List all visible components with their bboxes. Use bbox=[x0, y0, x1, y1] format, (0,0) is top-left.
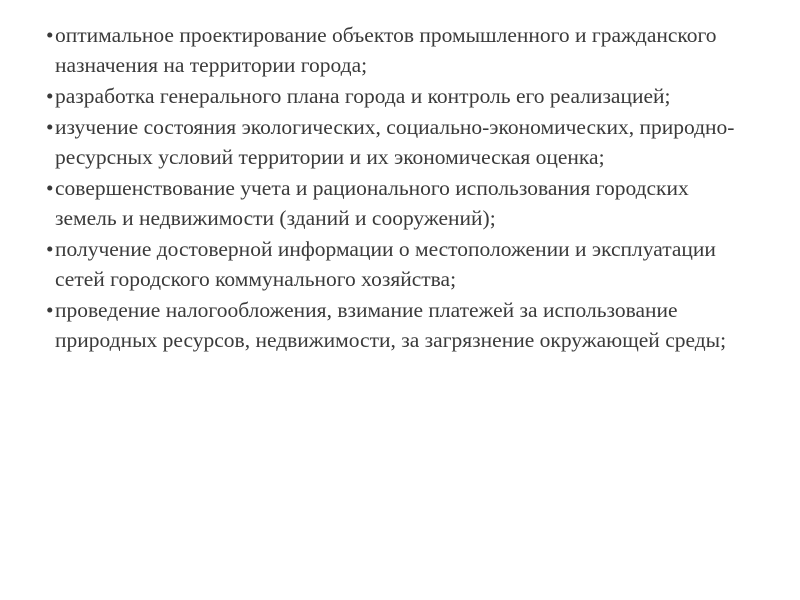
bullet-icon: • bbox=[46, 115, 54, 139]
list-item-text: разработка генерального плана города и контроль его реализацией; bbox=[55, 84, 671, 108]
list-item bbox=[46, 173, 746, 233]
bullet-icon: • bbox=[46, 84, 54, 108]
list-item-text: проведение налогообложения, взимание платежей за использование природных ресурсов, недвижимости, за загрязнение окружающей среды; bbox=[55, 298, 727, 352]
list-item-text: получение достоверной информации о местоположении и эксплуатации сетей городского коммунального хозяйства; bbox=[55, 237, 716, 291]
list-item-text: оптимальное проектирование объектов промышленного и гражданского назначения на территории города; bbox=[55, 23, 717, 77]
list-item-text: совершенствование учета и рационального использования городских земель и недвижимости (зданий и сооружений); bbox=[55, 176, 689, 230]
list-item bbox=[46, 112, 746, 172]
list-item bbox=[46, 20, 746, 80]
list-item-text: изучение состояния экологических, социально-экономических, природно-ресурсных условий территории и их экономическая оценка; bbox=[55, 115, 735, 169]
list-item bbox=[46, 295, 746, 355]
list-item bbox=[46, 234, 746, 294]
bullet-list bbox=[46, 20, 746, 356]
bullet-icon: • bbox=[46, 298, 54, 322]
list-item bbox=[46, 81, 746, 111]
bullet-icon: • bbox=[46, 176, 54, 200]
bullet-icon: • bbox=[46, 23, 54, 47]
bullet-icon: • bbox=[46, 237, 54, 261]
